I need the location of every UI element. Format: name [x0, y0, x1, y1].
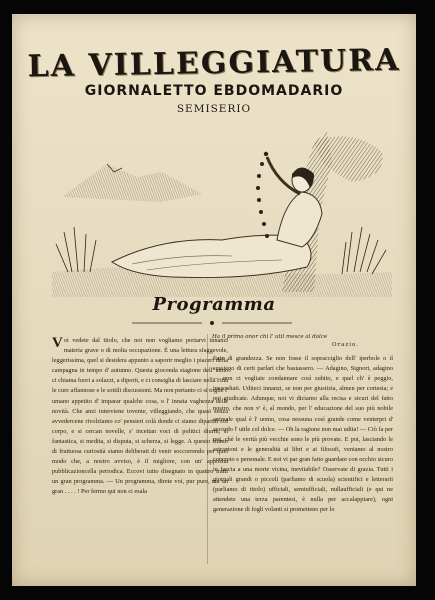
- article-column-left: [52, 336, 228, 498]
- article-column-right: [213, 354, 393, 516]
- epigraph: [212, 334, 407, 349]
- drop-cap: V: [52, 335, 63, 351]
- ornamental-rule: [132, 320, 292, 326]
- newspaper-title: LA VILLEGGIATURA: [27, 42, 401, 85]
- article-text-right: fiato di grandezza. Se non fosse il sopracciglio dell' iperbole o il sussiego di certi parlari che bastassero. — Adagino, Signori, adagino — non ci vogliate condannare così subito, e quel ch' è peggio, inascoltati. Uditeci innanzi, se non per giustizia, almen per cortesia; e poi giudicate. Adunque, noi vi diciamo alla recisa e sicuri del fatto nostro, che non v' è, al mondo, per l' educazione del suo più nobile animale qual è l' uomo, cosa nessuna così grande come venterpri d' accordo l' utile col dolce. — Oh la ragione non mai udita! — Ciò fa per noi, chè le verità più vecchie sono le più provate. E poi, lasciando le astrazioni e le generalità ai libri e ai filosofi, veniamo al nostro concreto e personale. E noi vi par gran fatto guardare con occhio sicuro in faccia a una morte vicina, inevitabile? Osservate di grazia. Tutti i giornali grandi o piccoli (parliamo di scuola) scientifici e letterarii (parliamo di titolo) ufficiali, semiufficiali, nullaufficiali (e qui ne attendete una terza parentesi, è nulla per accalappiare), ogni generazione di fogli volanti si prometteno per lo: [213, 355, 393, 514]
- newspaper-subtitle: GIORNALETTO EBDOMADARIO: [84, 83, 344, 99]
- newspaper-page: [12, 14, 416, 586]
- newspaper-tagline: SEMISERIO: [176, 103, 252, 115]
- article-text-left: oi vedete dal titolo, che noi non vogliamo portarvi innanzi materia grave o di molta occupazione. È una lettura sfaggevole, leggerissima, quel si desidera appunto a saporir meglio i piaceri della campagna in tempo d' autunno. Questa gioconda stagione dell' anno ci chiama fuori a solazzi, a diporti, e ci consiglia di lasciare nella città le cure affannose e le sottili discussioni. Ma non pertanto ci si toglie l' umano appetito d' imparar qualche cosa, o l' innata vaghezza delle novità. Che anzi interviene tovente, villeggiando, che quasi senza avvedercene rivolziamo co' pensieri colà donde ci siamo dipartiti col corpo, e si cercan novelle, s' incettan voci di politici diurni, si fantastica, si medita, si disputa, si scherza, si legge. A questo istinto di fruttuosa curiosità siamo deliberati di venir soccorrendo per quel modo che, a nostro avviso, è il migliore, con un' apposita pubblicazioncella periodica. Eccovi tutto disegnato in quattro tratti un gran programma. — Un programma, direte voi, pur pure, ma un gran . . . . ! Per fermo qui non ci esala: [52, 337, 228, 496]
- section-title-programma: Programma: [152, 294, 276, 315]
- epigraph-quote: Ha il primo onor chi l' util mesce al dolce: [212, 334, 328, 340]
- reclining-woman-engraving: [52, 122, 392, 297]
- masthead: [12, 42, 416, 115]
- mountain-shape: [62, 164, 202, 202]
- epigraph-author: Orazio.: [331, 341, 359, 348]
